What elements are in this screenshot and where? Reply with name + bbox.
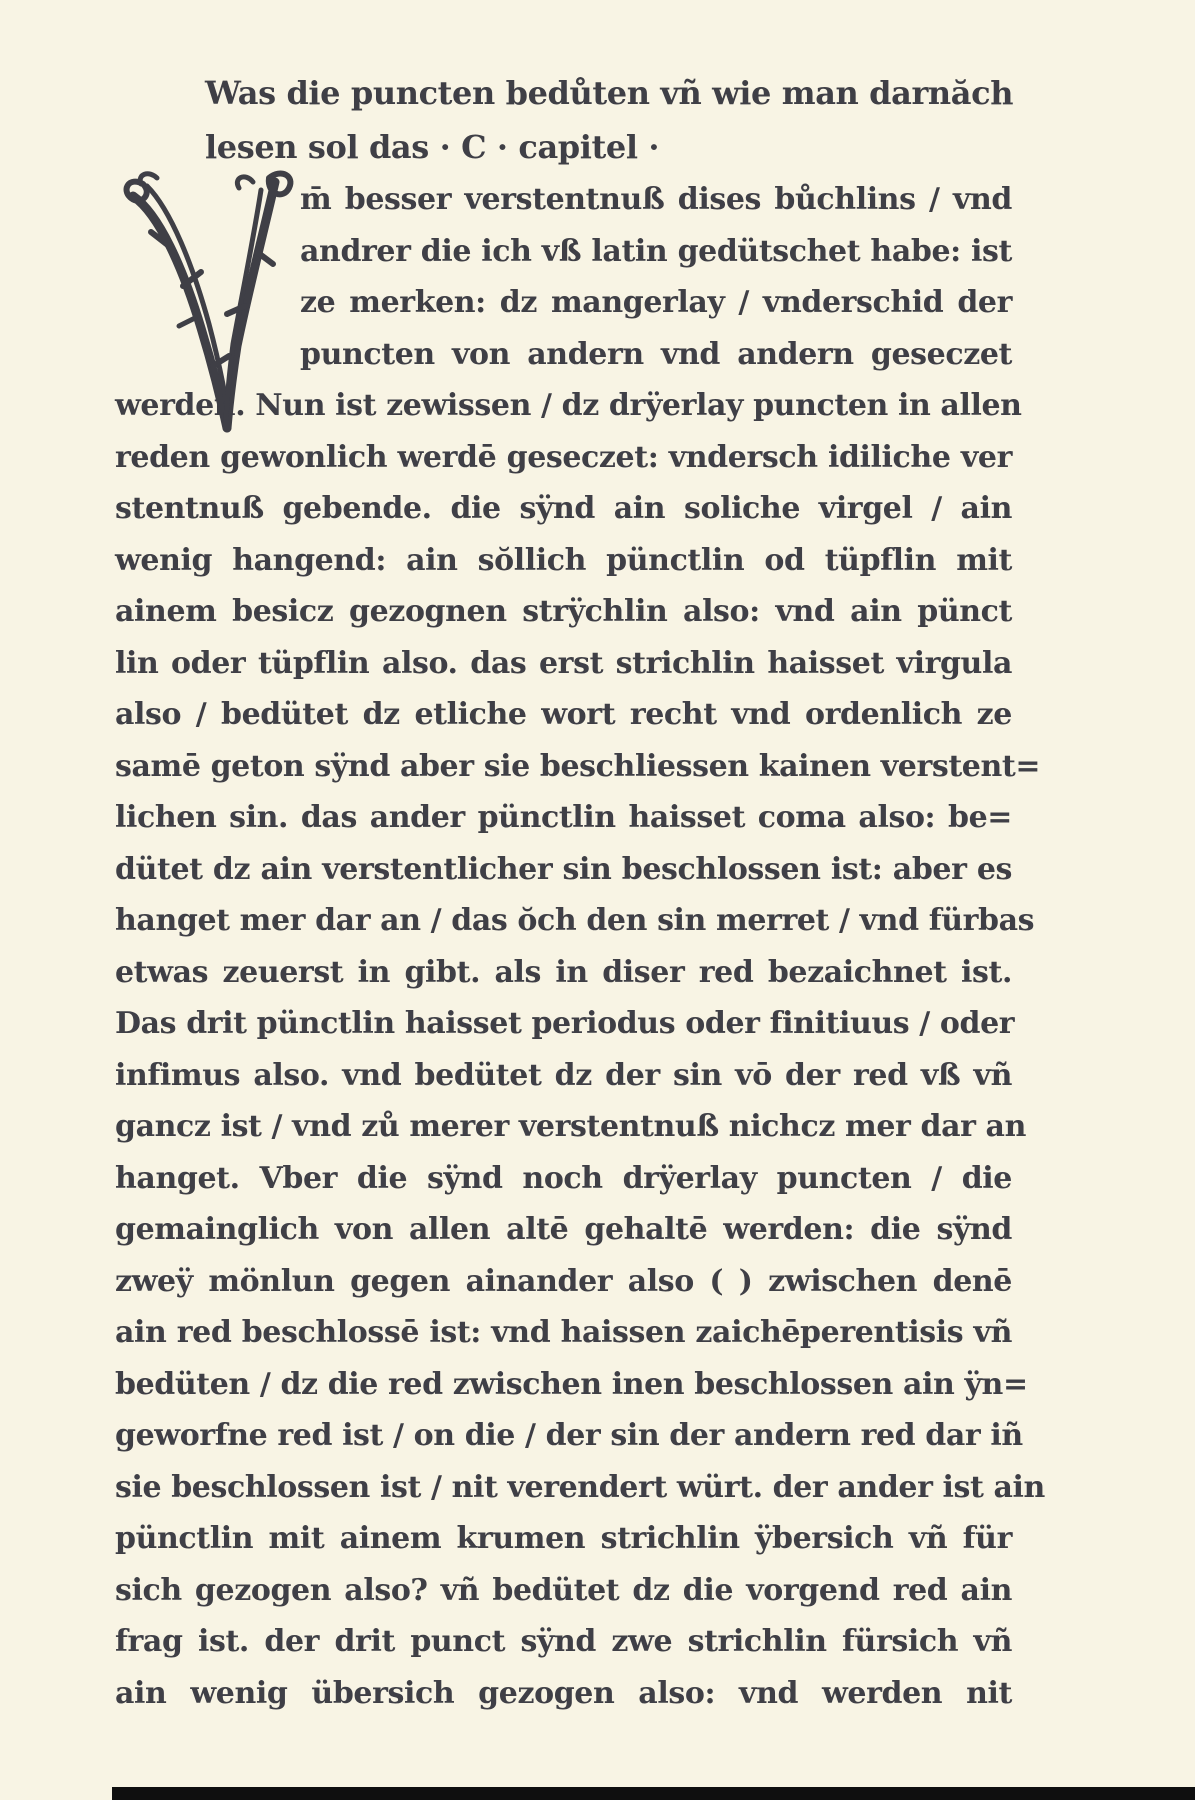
text-line: geworfne red ist / on die / der sin der andern red dar iñ xyxy=(115,1418,1023,1453)
text-line: gemainglich von allen altē gehaltē werden: die sÿnd xyxy=(115,1212,1012,1247)
text-line: reden gewonlich werdē geseczet: vndersch idiliche ver xyxy=(115,439,1012,475)
drop-cap-initial-V xyxy=(115,174,300,380)
text-block xyxy=(115,66,1045,1719)
woodcut-initial-icon xyxy=(117,168,297,468)
text-line: samē geton sÿnd aber sie beschliessen kainen verstent= xyxy=(115,748,1041,784)
text-line: pünctlin mit ainem krumen strichlin ÿbersich vñ für xyxy=(115,1521,1012,1556)
heading-line: Was die puncten bedůten vñ wie man darnăch xyxy=(205,74,1014,112)
text-line: dütet dz ain verstentlicher sin beschlossen ist: aber es xyxy=(115,851,1012,887)
text-line: bedüten / dz die red zwischen inen beschlossen ain ÿn= xyxy=(115,1366,1028,1402)
text-line: ain red beschlossē ist: vnd haissen zaichēperentisis vñ xyxy=(115,1315,1012,1350)
text-line: stentnuß gebende. die sÿnd ain soliche virgel / ain xyxy=(115,491,1012,526)
chapter-heading xyxy=(205,66,1012,174)
drop-cap-letter xyxy=(115,174,116,175)
text-line: zweÿ mönlun gegen ainander also ( ) zwischen denē xyxy=(115,1263,1012,1299)
text-line: infimus also. vnd bedütet dz der sin vō der red vß vñ xyxy=(115,1057,1012,1093)
text-line: lichen sin. das ander pünctlin haisset coma also: be= xyxy=(115,800,1012,835)
body-paragraph xyxy=(115,174,1045,1719)
text-line: sich gezogen also? vñ bedütet dz die vorgend red ain xyxy=(115,1572,1012,1608)
text-line: etwas zeuerst in gibt. als in diser red bezaichnet ist. xyxy=(115,954,1012,990)
text-line: gancz ist / vnd zů merer verstentnuß nichcz mer dar an xyxy=(115,1109,1027,1144)
text-line: ain wenig übersich gezogen also: vnd werden nit xyxy=(115,1675,1012,1711)
text-line: ainem besicz gezognen strÿchlin also: vnd ain pünct xyxy=(115,594,1012,629)
text-line: frag ist. der drit punct sÿnd zwe strichlin fürsich vñ xyxy=(115,1624,1012,1659)
text-line: m̄ besser verstentnuß dises bůchlins / vnd xyxy=(300,182,1012,217)
text-line: lin oder tüpflin also. das erst strichlin haisset virgula xyxy=(115,645,1012,681)
text-line: werden. Nun ist zewissen / dz drÿerlay puncten in allen xyxy=(115,388,1022,423)
text-line: puncten von andern vnd andern geseczet xyxy=(300,336,1012,372)
text-line: wenig hangend: ain sŏllich pünctlin od tüpflin mit xyxy=(115,542,1012,578)
text-line: hanget mer dar an / das ŏch den sin merret / vnd fürbas xyxy=(115,903,1035,938)
text-line: also / bedütet dz etliche wort recht vnd ordenlich ze xyxy=(115,697,1012,732)
text-line: hanget. Vber die sÿnd noch drÿerlay puncten / die xyxy=(115,1160,1012,1196)
text-line: Das drit pünctlin haisset periodus oder finitiuus / oder xyxy=(115,1006,1015,1041)
scan-edge-artifact xyxy=(112,1787,1195,1800)
text-line: andrer die ich vß latin gedütschet habe: ist xyxy=(300,233,1012,269)
text-line: ze merken: dz mangerlay / vnderschid der xyxy=(300,285,1012,320)
text-line: sie beschlossen ist / nit verendert würt. der ander ist ain xyxy=(115,1469,1045,1505)
heading-line: lesen sol das · C · capitel · xyxy=(205,128,660,166)
